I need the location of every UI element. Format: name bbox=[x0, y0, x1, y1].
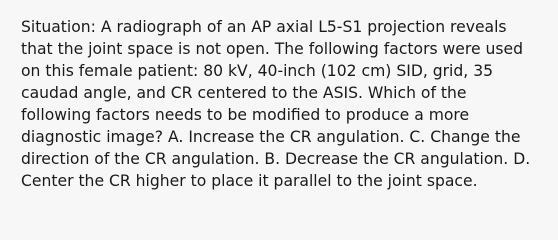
question-line: direction of the CR angulation. B. Decrease the CR angulation. D. bbox=[21, 150, 531, 168]
question-line: Center the CR higher to place it parallel to the joint space. bbox=[21, 172, 478, 190]
question-line: on this female patient: 80 kV, 40-inch (102 cm) SID, grid, 35 bbox=[21, 62, 494, 80]
question-line: Situation: A radiograph of an AP axial L5-S1 projection reveals bbox=[21, 18, 507, 36]
question-line: diagnostic image? A. Increase the CR angulation. C. Change the bbox=[21, 128, 521, 146]
question-text bbox=[21, 16, 544, 192]
question-line: that the joint space is not open. The following factors were used bbox=[21, 40, 524, 58]
question-line: following factors needs to be modified to produce a more bbox=[21, 106, 470, 124]
question-line: caudad angle, and CR centered to the ASIS. Which of the bbox=[21, 84, 467, 102]
